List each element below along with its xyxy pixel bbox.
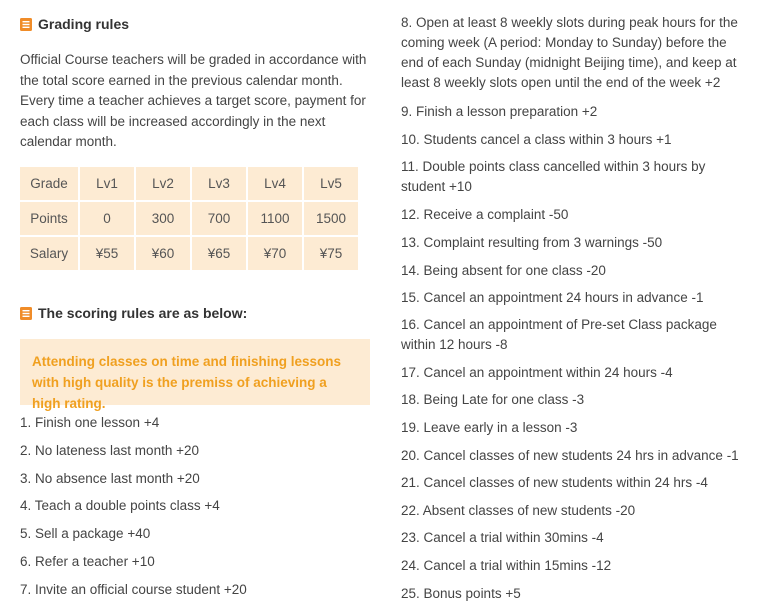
list-item: 22. Absent classes of new students -20 [401,503,636,518]
list-item: 10. Students cancel a class within 3 hours +1 [401,132,672,147]
list-item: 1. Finish one lesson +4 [20,415,160,430]
grading-rules-title: Grading rules [38,16,130,32]
list-item: 12. Receive a complaint -50 [401,207,569,222]
table-cell: Points [20,202,78,235]
table-row [20,202,358,235]
table-cell: Salary [20,237,78,270]
list-item: 5. Sell a package +40 [20,526,151,541]
premise-highlight: Attending classes on time and finishing lessons with high quality is the premiss of achieving a high rating. [20,339,370,405]
table-cell: Lv5 [304,167,358,200]
list-item: 18. Being Late for one class -3 [401,392,585,407]
scoring-rules-heading [20,305,247,321]
list-item: 15. Cancel an appointment 24 hours in advance -1 [401,290,704,305]
grading-rules-heading [20,16,129,32]
scoring-rules-title: The scoring rules are as below: [38,305,248,321]
table-cell: Lv3 [192,167,246,200]
table-cell: 300 [136,202,190,235]
table-cell: 1100 [248,202,302,235]
list-item: 9. Finish a lesson preparation +2 [401,104,598,119]
list-item: 8. Open at least 8 weekly slots during peak hours for the coming week (A period: Monday to Sunday) before the end of each Sunday (midnight Beijing time), and keep at least 8 weekly slots open until the end of the week +2 [401,15,738,90]
list-item: 17. Cancel an appointment within 24 hours -4 [401,365,673,380]
table-cell: ¥65 [192,237,246,270]
table-cell: Lv2 [136,167,190,200]
table-cell: Lv1 [80,167,134,200]
table-cell: 1500 [304,202,358,235]
list-item: 4. Teach a double points class +4 [20,498,220,513]
list-item: 25. Bonus points +5 [401,586,521,601]
table-row [20,167,358,200]
table-cell: 0 [80,202,134,235]
list-item: 24. Cancel a trial within 15mins -12 [401,558,612,573]
table-cell: Lv4 [248,167,302,200]
document-icon [20,18,32,31]
list-item: 14. Being absent for one class -20 [401,263,606,278]
table-cell: 700 [192,202,246,235]
list-item: 2. No lateness last month +20 [20,443,199,458]
table-cell: ¥75 [304,237,358,270]
list-item: 21. Cancel classes of new students within 24 hrs -4 [401,475,708,490]
grade-table [18,165,360,272]
table-row [20,237,358,270]
list-item: 19. Leave early in a lesson -3 [401,420,578,435]
list-item: 23. Cancel a trial within 30mins -4 [401,530,604,545]
table-cell: ¥70 [248,237,302,270]
list-item: 20. Cancel classes of new students 24 hrs in advance -1 [401,448,739,463]
grading-intro: Official Course teachers will be graded in accordance with the total score earned in the previous calendar month. Every time a teacher achieves a target score, payment for each class will be increased accordingly in the next calendar month. [20,52,367,149]
list-item: 7. Invite an official course student +20 [20,582,247,597]
list-item: 13. Complaint resulting from 3 warnings -50 [401,235,663,250]
document-icon [20,307,32,320]
list-item: 11. Double points class cancelled within 3 hours by student +10 [401,159,706,194]
table-cell: Grade [20,167,78,200]
list-item: 6. Refer a teacher +10 [20,554,155,569]
list-item: 3. No absence last month +20 [20,471,200,486]
table-cell: ¥60 [136,237,190,270]
table-cell: ¥55 [80,237,134,270]
list-item: 16. Cancel an appointment of Pre-set Class package within 12 hours -8 [401,317,717,352]
